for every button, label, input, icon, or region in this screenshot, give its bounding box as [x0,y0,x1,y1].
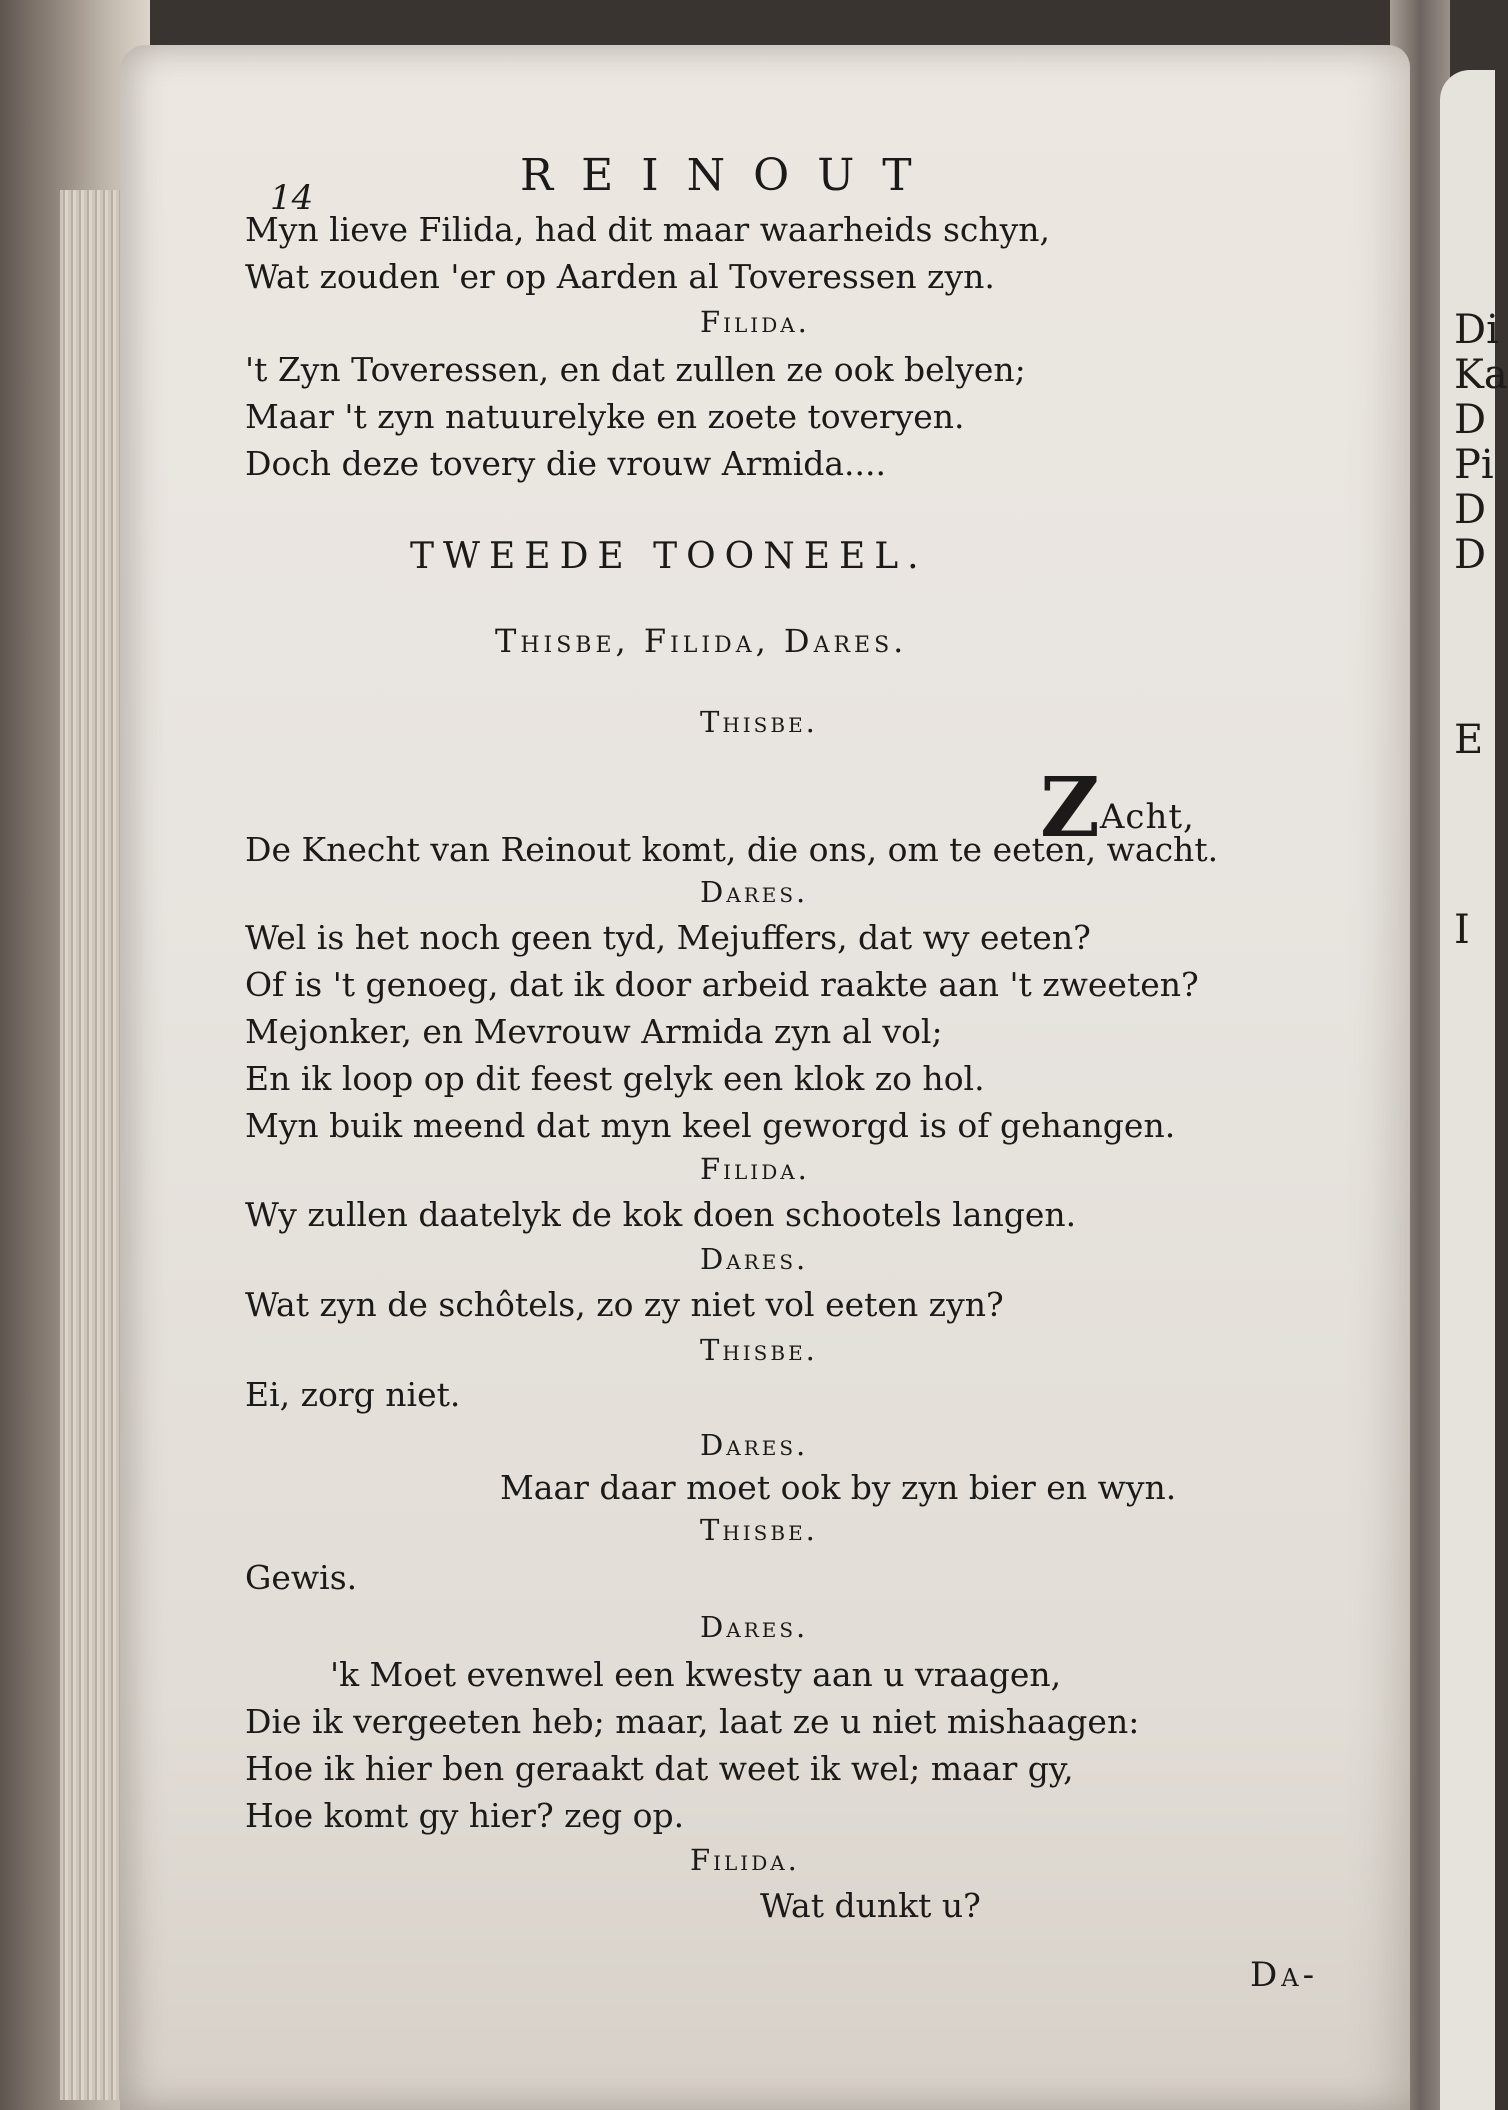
verse-line: Wat zyn de schôtels, zo zy niet vol eeten zyn? [245,1285,1004,1324]
speaker-heading: Dares. [700,1242,809,1276]
verse-line: Wy zullen daatelyk de kok doen schootels langen. [245,1195,1077,1234]
facing-page-letter: Ka [1454,352,1508,398]
speaker-heading: Filida. [690,1843,800,1877]
facing-page-letter: I [1454,907,1470,953]
speaker-heading: Dares. [700,1428,809,1462]
verse-line: Maar daar moet ook by zyn bier en wyn. [500,1468,1177,1507]
verse-line: Of is 't genoeg, dat ik door arbeid raakte aan 't zweeten? [245,965,1199,1004]
verse-line: Wat zouden 'er op Aarden al Toveressen zyn. [245,257,995,296]
verse-line: En ik loop op dit feest gelyk een klok zo hol. [245,1059,985,1098]
verse-line: Hoe ik hier ben geraakt dat weet ik wel; maar gy, [245,1749,1074,1788]
verse-line: De Knecht van Reinout komt, die ons, om te eeten, wacht. [245,830,1219,869]
scene-title: TWEEDE TOONEEL. [410,536,928,577]
facing-page-letter: D [1454,487,1487,533]
speaker-heading: Filida. [700,1152,810,1186]
catchword: Da- [1250,1955,1319,1995]
verse-line: Gewis. [245,1558,358,1597]
speaker-heading: Dares. [700,1610,809,1644]
facing-page-fragment [1440,70,1508,2110]
verse-line: Myn buik meend dat myn keel geworgd is of gehangen. [245,1106,1176,1145]
verse-line: Ei, zorg niet. [245,1375,461,1414]
verse-line: Wat dunkt u? [760,1886,981,1925]
facing-page-letter: Di [1454,307,1499,353]
verse-line: Wel is het noch geen tyd, Mejuffers, dat wy eeten? [245,918,1091,957]
facing-page-letter: D [1454,397,1487,443]
facing-page-letter: E [1454,717,1484,763]
verse-line: Maar 't zyn natuurelyke en zoete toveryen. [245,397,965,436]
verse-line: Hoe komt gy hier? zeg op. [245,1796,685,1835]
speaker-heading: Thisbe. [700,705,818,739]
verse-line: 't Zyn Toveressen, en dat zullen ze ook belyen; [245,350,1026,389]
verse-line: Mejonker, en Mevrouw Armida zyn al vol; [245,1012,943,1051]
verse-line: Myn lieve Filida, had dit maar waarheids schyn, [245,210,1051,249]
facing-page-letter: Pi [1454,442,1494,488]
dropcap-rest: Acht, [1099,797,1195,837]
drop-capital: Z [1040,760,1100,856]
scene-cast: Thisbe, Filida, Dares. [495,622,908,660]
running-head: REINOUT [520,150,940,201]
verse-line: Die ik vergeeten heb; maar, laat ze u niet mishaagen: [245,1702,1140,1741]
speaker-heading: Filida. [700,305,810,339]
page-number: 14 [270,178,314,218]
verse-line: 'k Moet evenwel een kwesty aan u vraagen, [330,1655,1062,1694]
speaker-heading: Thisbe. [700,1513,818,1547]
facing-page-letter: D [1454,532,1487,578]
verse-line: Doch deze tovery die vrouw Armida.... [245,444,887,483]
speaker-heading: Thisbe. [700,1333,818,1367]
speaker-heading: Dares. [700,875,809,909]
